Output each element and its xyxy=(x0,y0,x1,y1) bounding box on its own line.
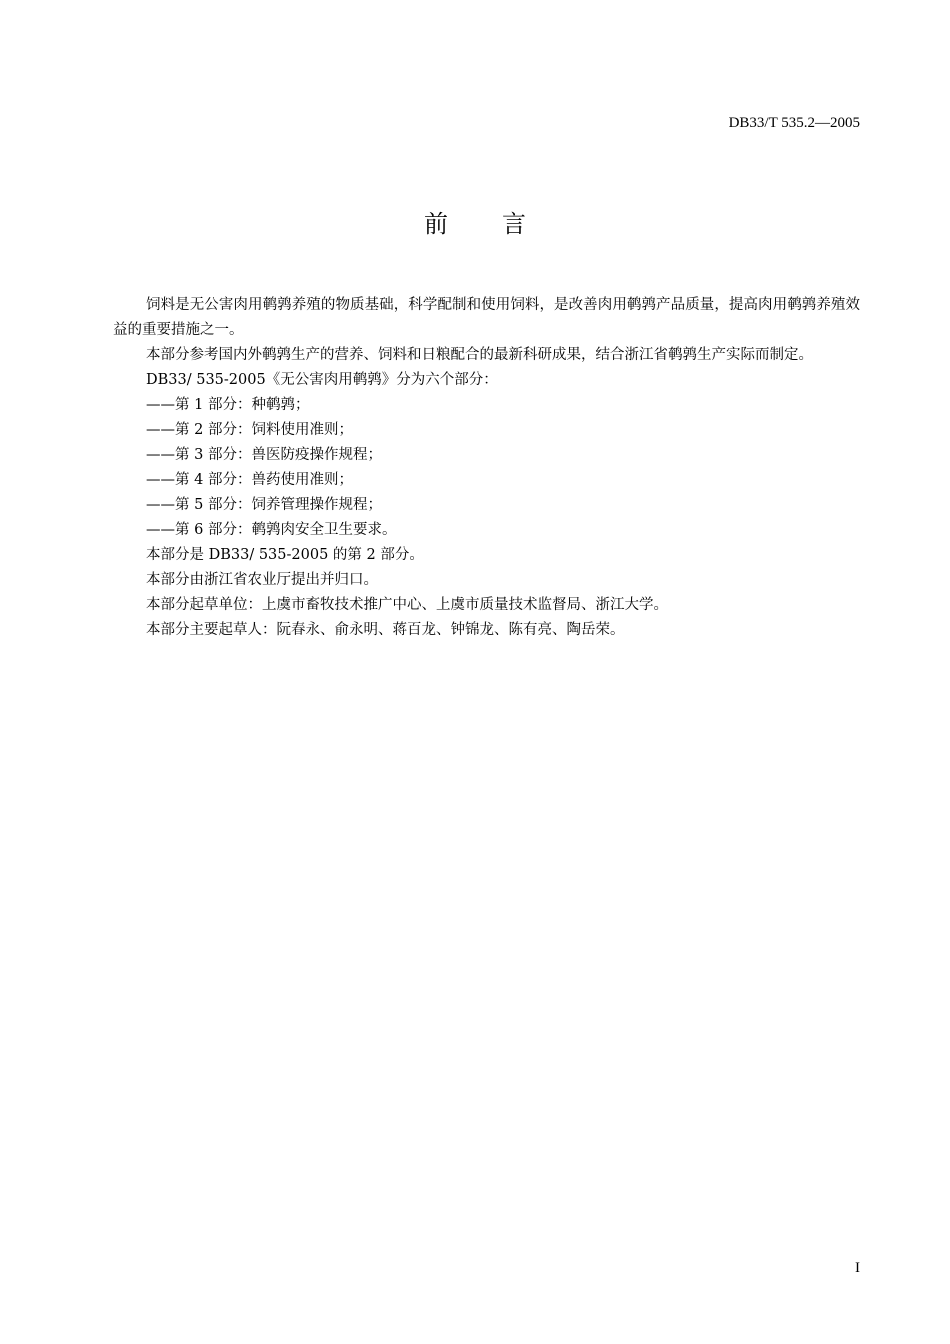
list-item-part-5: ——第 5 部分：饲养管理操作规程； xyxy=(146,497,382,513)
list-item-part-4: ——第 4 部分：兽药使用准则； xyxy=(146,472,353,488)
list-item-part-3: ——第 3 部分：兽医防疫操作规程； xyxy=(146,447,382,463)
paragraph-parts-overview: DB33/ 535-2005《无公害肉用鹌鹑》分为六个部分： xyxy=(146,372,498,388)
page-number: I xyxy=(855,1260,860,1276)
list-item-part-1: ——第 1 部分：种鹌鹑； xyxy=(146,397,310,413)
standard-code: DB33/T 535.2—2005 xyxy=(728,115,860,131)
paragraph-this-part: 本部分是 DB33/ 535-2005 的第 2 部分。 xyxy=(146,547,424,563)
paragraph-proposer: 本部分由浙江省农业厅提出并归口。 xyxy=(146,572,378,588)
document-body xyxy=(113,293,860,643)
list-item-part-2: ——第 2 部分：饲料使用准则； xyxy=(146,422,353,438)
paragraph-drafting-units: 本部分起草单位：上虞市畜牧技术推广中心、上虞市质量技术监督局、浙江大学。 xyxy=(146,597,668,613)
paragraph-intro: 饲料是无公害肉用鹌鹑养殖的物质基础，科学配制和使用饲料，是改善肉用鹌鹑产品质量，提高肉用鹌鹑养殖效益的重要措施之一。 xyxy=(113,297,860,338)
paragraph-drafters: 本部分主要起草人：阮春永、俞永明、蒋百龙、钟锦龙、陈有亮、陶岳荣。 xyxy=(146,622,625,638)
page-title: 前言 xyxy=(424,210,580,238)
paragraph-reference: 本部分参考国内外鹌鹑生产的营养、饲料和日粮配合的最新科研成果，结合浙江省鹌鹑生产实际而制定。 xyxy=(146,347,813,363)
list-item-part-6: ——第 6 部分：鹌鹑肉安全卫生要求。 xyxy=(146,522,397,538)
